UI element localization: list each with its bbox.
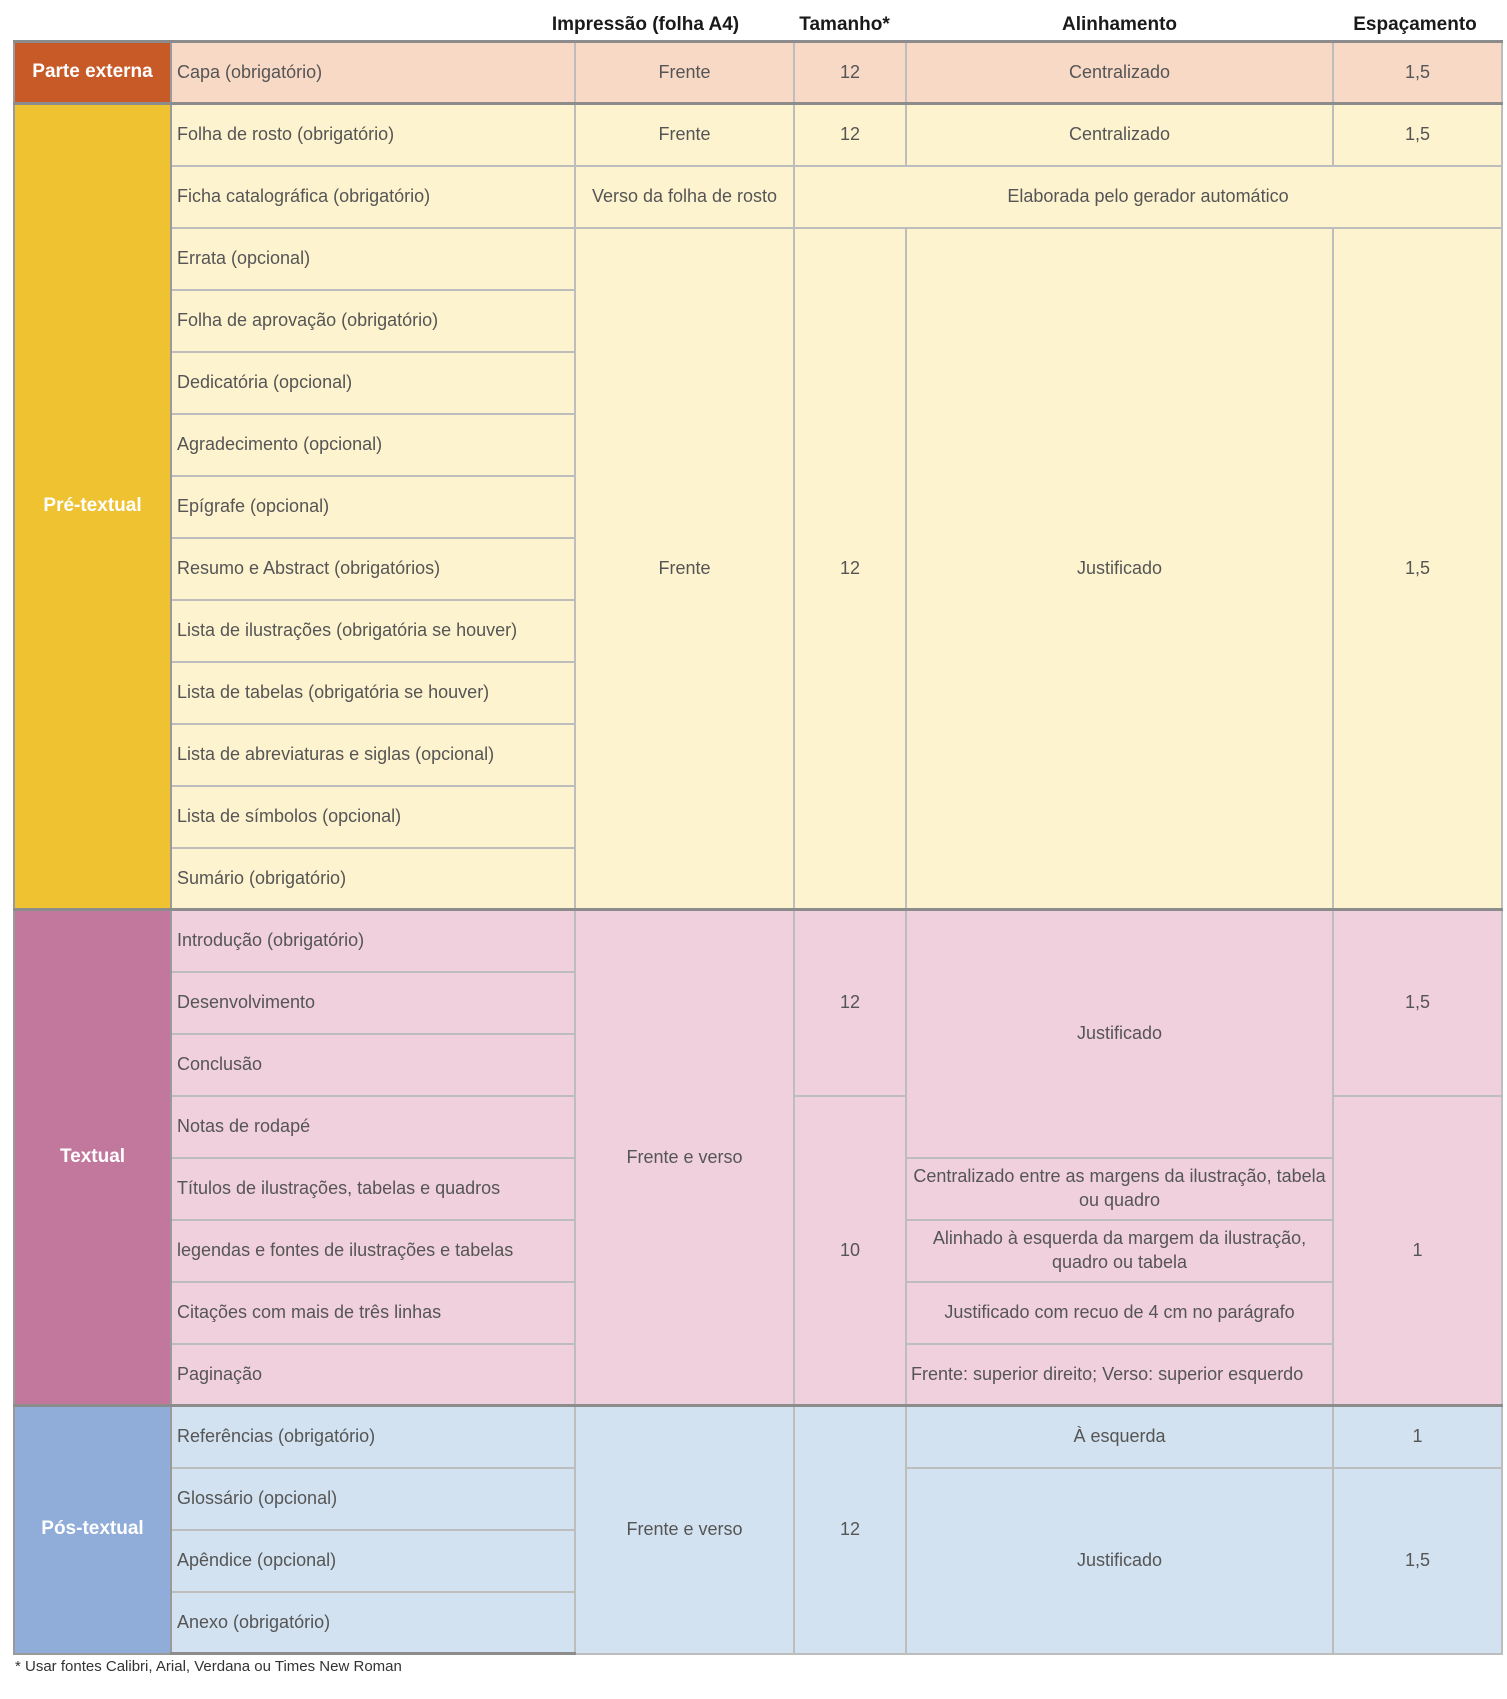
alinhamento-cell: Justificado (906, 228, 1333, 910)
header-tamanho: Tamanho* (799, 14, 890, 35)
alinhamento-cell: Centralizado (906, 104, 1333, 166)
list-item: Paginação (171, 1344, 575, 1406)
section-label-textual: Textual (14, 910, 171, 1406)
list-item: Dedicatória (opcional) (171, 352, 575, 414)
list-item: Desenvolvimento (171, 972, 575, 1034)
list-item: Folha de aprovação (obrigatório) (171, 290, 575, 352)
alinhamento-cell: Alinhado à esquerda da margem da ilustração, quadro ou tabela (906, 1220, 1333, 1282)
alinhamento-cell: Justificado (906, 1468, 1333, 1654)
table-row (14, 228, 1502, 290)
header-impressao: Impressão (folha A4) (551, 14, 740, 35)
tamanho-cell: 12 (794, 42, 906, 104)
list-item: Citações com mais de três linhas (171, 1282, 575, 1344)
list-item: Apêndice (opcional) (171, 1530, 575, 1592)
tamanho-cell: 12 (794, 228, 906, 910)
list-item: Lista de ilustrações (obrigatória se houver) (171, 600, 575, 662)
list-item: Errata (opcional) (171, 228, 575, 290)
alinhamento-cell: Frente: superior direito; Verso: superior esquerdo (906, 1344, 1333, 1406)
alinhamento-cell: Justificado (906, 910, 1333, 1158)
list-item: legendas e fontes de ilustrações e tabelas (171, 1220, 575, 1282)
list-item: Referências (obrigatório) (171, 1406, 575, 1468)
espacamento-cell: 1 (1333, 1096, 1502, 1406)
header-alinhamento: Alinhamento (1061, 14, 1178, 35)
alinhamento-cell: Centralizado (906, 42, 1333, 104)
list-item: Glossário (opcional) (171, 1468, 575, 1530)
impressao-cell: Frente (575, 104, 794, 166)
section-label-pretextual: Pré-textual (14, 104, 171, 910)
ficha-note-cell: Elaborada pelo gerador automático (794, 166, 1502, 228)
table-row (14, 42, 1502, 104)
list-item: Sumário (obrigatório) (171, 848, 575, 910)
table-row (14, 166, 1502, 228)
alinhamento-cell: À esquerda (906, 1406, 1333, 1468)
table-row (14, 910, 1502, 972)
tamanho-cell: 12 (794, 104, 906, 166)
tamanho-cell: 12 (794, 910, 906, 1096)
footnote: * Usar fontes Calibri, Arial, Verdana ou Times New Roman (15, 1658, 402, 1675)
list-item: Resumo e Abstract (obrigatórios) (171, 538, 575, 600)
espacamento-cell: 1,5 (1333, 42, 1502, 104)
impressao-cell: Frente (575, 42, 794, 104)
list-item: Lista de tabelas (obrigatória se houver) (171, 662, 575, 724)
alinhamento-cell: Centralizado entre as margens da ilustração, tabela ou quadro (906, 1158, 1333, 1220)
section-label-postextual: Pós-textual (14, 1406, 171, 1654)
espacamento-cell: 1,5 (1333, 228, 1502, 910)
list-item: Folha de rosto (obrigatório) (171, 104, 575, 166)
formatting-table (13, 40, 1503, 1655)
impressao-cell: Frente e verso (575, 910, 794, 1406)
espacamento-cell: 1,5 (1333, 104, 1502, 166)
table-row (14, 1406, 1502, 1468)
impressao-cell: Verso da folha de rosto (575, 166, 794, 228)
list-item: Lista de símbolos (opcional) (171, 786, 575, 848)
list-item: Capa (obrigatório) (171, 42, 575, 104)
impressao-cell: Frente (575, 228, 794, 910)
table-row (14, 104, 1502, 166)
espacamento-cell: 1,5 (1333, 1468, 1502, 1654)
list-item: Anexo (obrigatório) (171, 1592, 575, 1654)
list-item: Ficha catalográfica (obrigatório) (171, 166, 575, 228)
espacamento-cell: 1,5 (1333, 910, 1502, 1096)
impressao-cell: Frente e verso (575, 1406, 794, 1654)
list-item: Títulos de ilustrações, tabelas e quadros (171, 1158, 575, 1220)
tamanho-cell: 12 (794, 1406, 906, 1654)
list-item: Conclusão (171, 1034, 575, 1096)
list-item: Introdução (obrigatório) (171, 910, 575, 972)
header-espacamento: Espaçamento (1353, 14, 1477, 35)
alinhamento-cell: Justificado com recuo de 4 cm no parágrafo (906, 1282, 1333, 1344)
tamanho-cell: 10 (794, 1096, 906, 1406)
section-label-externa: Parte externa (14, 42, 171, 104)
list-item: Lista de abreviaturas e siglas (opcional) (171, 724, 575, 786)
list-item: Epígrafe (opcional) (171, 476, 575, 538)
list-item: Agradecimento (opcional) (171, 414, 575, 476)
list-item: Notas de rodapé (171, 1096, 575, 1158)
espacamento-cell: 1 (1333, 1406, 1502, 1468)
